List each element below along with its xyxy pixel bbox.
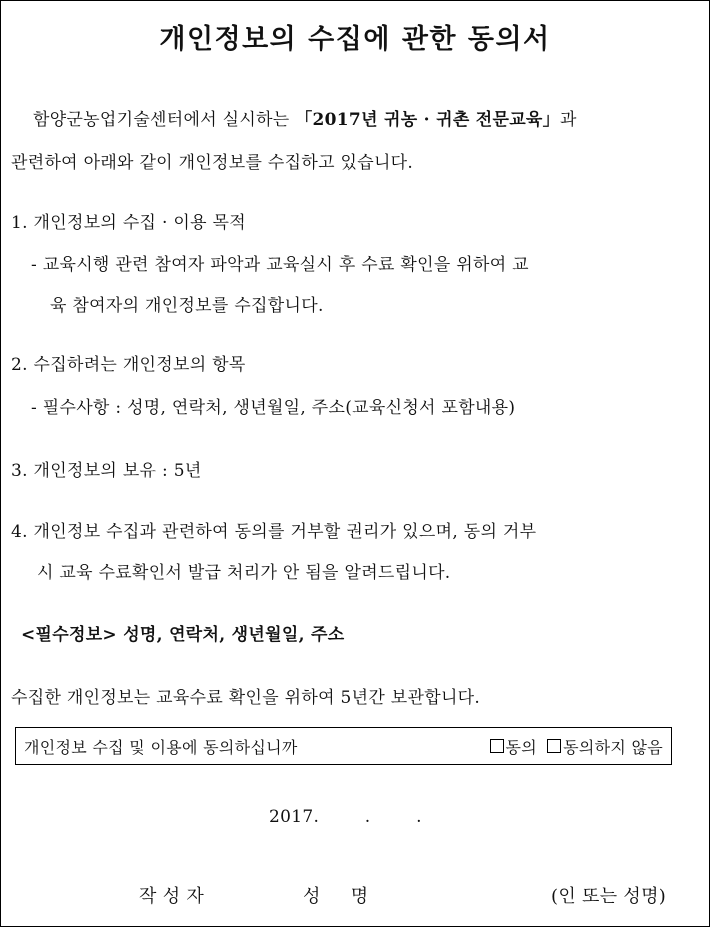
date-line: 2017. . . [269,807,422,827]
agree-label: 동의 [505,737,538,757]
section-1-text: - 교육시행 관련 참여자 파악과 교육실시 후 수료 확인을 위하여 교 [31,255,529,275]
intro-text: 함양군농업기술센터에서 실시하는 [33,110,296,130]
disagree-label: 동의하지 않음 [563,737,663,757]
writer-label: 작 성 자 [139,886,205,907]
agree-checkbox[interactable] [490,739,504,753]
intro-suffix: 과 [559,110,577,130]
section-1-heading: 1. 개인정보의 수집 · 이용 목적 [11,213,246,233]
section-2-text: - 필수사항 : 성명, 연락처, 생년월일, 주소(교육신청서 포함내용) [31,398,516,418]
intro-line-2: 관련하여 아래와 같이 개인정보를 수집하고 있습니다. [11,153,414,173]
disagree-checkbox[interactable] [547,739,561,753]
name-label: 성 명 [303,886,369,907]
intro-line-1 [33,105,577,130]
required-info: <필수정보> 성명, 연락처, 생년월일, 주소 [21,625,345,645]
program-name: 「2017년 귀농 · 귀촌 전문교육」 [295,110,560,130]
agree-option[interactable] [490,735,538,758]
section-1-text: 육 참여자의 개인정보를 수집합니다. [50,296,324,316]
signature-hint: (인 또는 성명) [551,886,667,907]
section-4-text: 시 교육 수료확인서 발급 처리가 안 됨을 알려드립니다. [37,563,451,583]
consent-question: 개인정보 수집 및 이용에 동의하십니까 [24,737,298,757]
retention-note: 수집한 개인정보는 교육수료 확인을 위하여 5년간 보관합니다. [11,688,481,708]
section-4-heading: 4. 개인정보 수집과 관련하여 동의를 거부할 권리가 있으며, 동의 거부 [11,522,537,542]
consent-box [15,727,672,765]
document-title: 개인정보의 수집에 관한 동의서 [159,24,551,55]
disagree-option[interactable] [547,735,663,758]
section-2-heading: 2. 수집하려는 개인정보의 항목 [11,355,246,375]
section-3-heading: 3. 개인정보의 보유 : 5년 [11,461,202,481]
